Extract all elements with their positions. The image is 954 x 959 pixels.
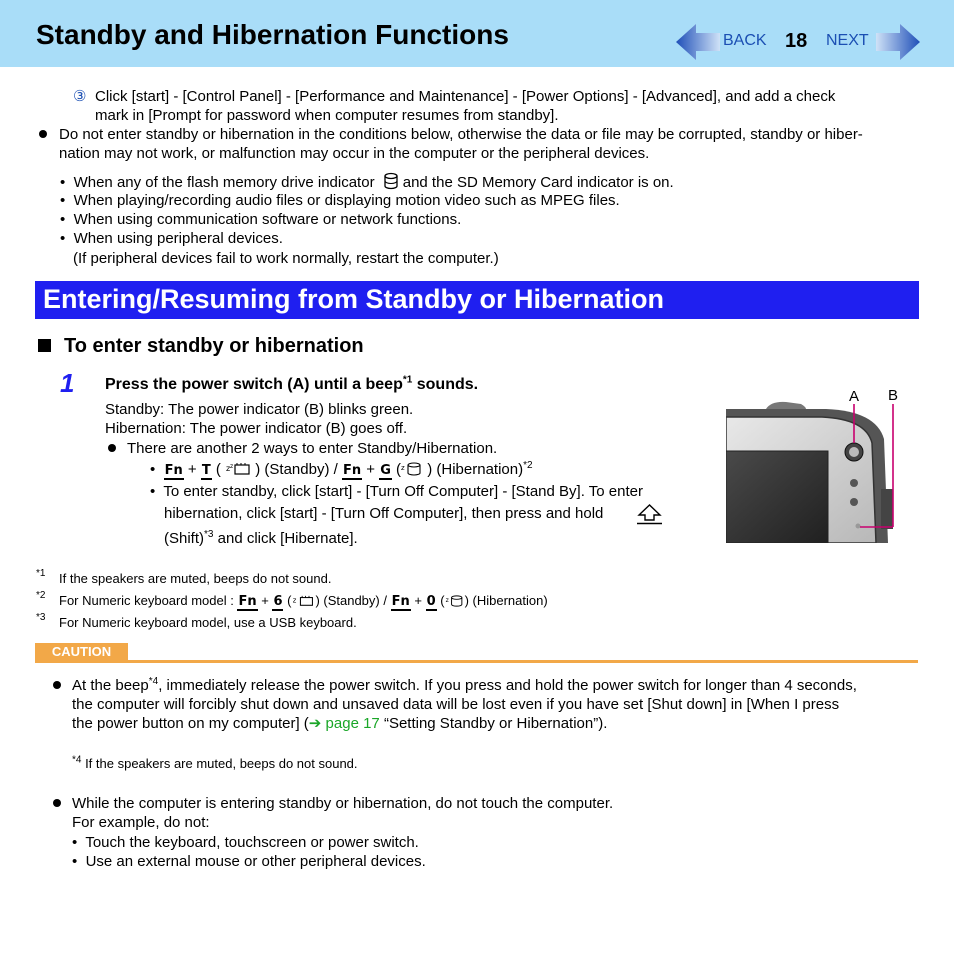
computer-illustration <box>726 399 896 543</box>
caution-1-text-cont: the computer will forcibly shut down and unsaved data will be lost even if you have set [Shut down] in [When I press <box>72 696 840 713</box>
svg-text:z: z <box>401 464 405 472</box>
section-title: Entering/Resuming from Standby or Hibernation <box>43 284 665 314</box>
warning-text: Do not enter standby or hibernation in the conditions below, otherwise the data or file may be corrupted, standby or hiber- <box>59 126 863 143</box>
step-3-text: Click [start] - [Control Panel] - [Performance and Maintenance] - [Power Options] - [Advanced], and add a check <box>95 88 836 105</box>
condition-1-b: and the SD Memory Card indicator is on. <box>402 174 674 191</box>
caution-1-text-cont: the power button on my computer] (➔ page 17 “Setting Standby or Hibernation”). <box>72 715 608 732</box>
standby-icon <box>291 595 315 607</box>
label-b: B <box>888 387 899 404</box>
hibernation-icon <box>445 595 465 607</box>
condition-2: When playing/recording audio files or displaying motion video such as MPEG files. <box>73 192 620 209</box>
footnote-mark: *2 <box>36 590 46 601</box>
bullet-dot <box>39 130 47 138</box>
alt-method-line: • To enter standby, click [start] - [Turn Off Computer] - [Stand By]. To enter <box>150 483 643 500</box>
fn-key: Fn <box>164 463 183 478</box>
bullet-dot <box>53 681 61 689</box>
square-bullet-icon <box>38 339 51 352</box>
shortcut-line: • Fn + T ( z z ) (Standby) / Fn + G ( z ) (Hibernation)$^{*2}$ <box>150 460 533 478</box>
caution-divider <box>35 660 918 663</box>
condition-item: • When using peripheral devices. <box>60 230 283 247</box>
caution-2-item: • Use an external mouse or other peripheral devices. <box>72 853 426 870</box>
fn-key: Fn <box>238 594 257 609</box>
section-title-bar <box>35 281 919 319</box>
alt-method-line-2: hibernation, click [start] - [Turn Off Computer], then press and hold <box>164 505 604 522</box>
hibernation-icon <box>401 462 423 476</box>
condition-3: When using communication software or network functions. <box>73 211 462 228</box>
0-key: 0 <box>426 594 436 609</box>
arrow-right-icon: ➔ <box>308 715 326 732</box>
standby-icon <box>225 462 251 476</box>
condition-item: • When using communication software or network functions. <box>60 211 462 228</box>
caution-label: CAUTION <box>35 643 128 661</box>
svg-text:z: z <box>226 464 231 473</box>
step-3-number: ③ <box>73 88 87 105</box>
footnote-2: For Numeric keyboard model : Fn + 6 ( z ) (Standby) / Fn + 0 ( z ) (Hibernation) <box>59 593 548 609</box>
caution-1-text: At the beep$^{*4}$, immediately release the power switch. If you press and hold the power switch for longer than 4 seconds, <box>72 676 857 694</box>
hibernation-description: Hibernation: The power indicator (B) goes off. <box>105 420 408 437</box>
next-arrow-icon[interactable] <box>876 24 920 60</box>
step-3-text-cont: mark in [Prompt for password when computer resumes from standby]. <box>95 107 559 124</box>
svg-text:z: z <box>445 596 449 604</box>
6-key: 6 <box>273 594 283 609</box>
other-ways-text: There are another 2 ways to enter Standby/Hibernation. <box>127 440 498 457</box>
bullet-dot <box>53 799 61 807</box>
caution-2-text: While the computer is entering standby or hibernation, do not touch the computer. <box>72 795 614 812</box>
back-arrow-icon[interactable] <box>676 24 720 60</box>
shift-key-icon <box>637 503 662 525</box>
footnote-mark: *1 <box>36 568 46 579</box>
svg-text:z: z <box>230 463 234 470</box>
condition-item: • When any of the flash memory drive indicator and the SD Memory Card indicator is on. <box>60 174 674 191</box>
label-a: A <box>849 388 860 405</box>
t-key: T <box>201 463 211 478</box>
condition-1-a: When any of the flash memory drive indicator <box>73 174 375 191</box>
next-link[interactable]: NEXT <box>826 32 869 49</box>
step-1-number: 1 <box>60 368 75 398</box>
footnote-3: For Numeric keyboard model, use a USB keyboard. <box>59 615 357 630</box>
footnote-4: $^{*4}$ If the speakers are muted, beeps do not sound. <box>72 754 358 771</box>
g-key: G <box>380 463 391 478</box>
alt-method-line-3: (Shift)$^{*3}$ and click [Hibernate]. <box>164 529 358 547</box>
footnote-1: If the speakers are muted, beeps do not sound. <box>59 571 332 586</box>
page-title: Standby and Hibernation Functions <box>36 19 509 50</box>
standby-description: Standby: The power indicator (B) blinks green. <box>105 401 414 418</box>
page-header <box>0 0 954 67</box>
fn-key: Fn <box>342 463 362 478</box>
subheading: To enter standby or hibernation <box>64 335 364 357</box>
svg-text:z: z <box>293 596 297 605</box>
condition-item: • When playing/recording audio files or displaying motion video such as MPEG files. <box>60 192 620 209</box>
caution-2-item: • Touch the keyboard, touchscreen or power switch. <box>72 834 419 851</box>
flash-drive-indicator-icon <box>382 172 400 190</box>
condition-4-note: (If peripheral devices fail to work normally, restart the computer.) <box>73 250 499 267</box>
footnote-mark: *3 <box>36 612 46 623</box>
bullet-dot <box>108 444 116 452</box>
back-link[interactable]: BACK <box>723 32 767 49</box>
step-1-title: Press the power switch (A) until a beep$^{*1}$ sounds. <box>105 374 479 393</box>
caution-2-text-cont: For example, do not: <box>72 814 210 831</box>
page-number: 18 <box>785 30 808 52</box>
warning-text-cont: nation may not work, or malfunction may occur in the computer or the peripheral devices. <box>59 145 650 162</box>
page-17-link[interactable]: page 17 <box>325 715 380 732</box>
fn-key: Fn <box>391 594 410 609</box>
condition-4: When using peripheral devices. <box>73 230 283 247</box>
